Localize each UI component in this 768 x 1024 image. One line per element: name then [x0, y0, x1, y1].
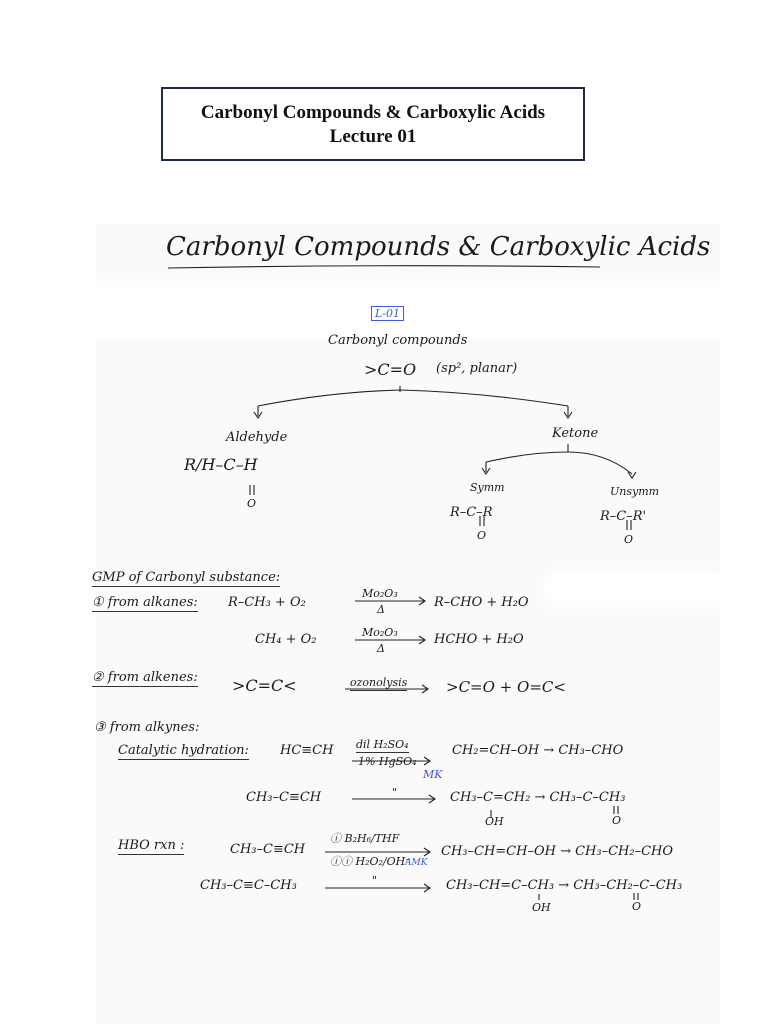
- symm-formula: R–C–R: [450, 505, 493, 520]
- lecture-tag: L-01: [371, 306, 404, 321]
- hbo-eq1-right: CH₃–CH=CH–OH → CH₃–CH₂–CHO: [441, 844, 674, 859]
- m2-condition: ozonolysis: [350, 676, 408, 689]
- hbo-condition1: ⓘ B₂H₆/THF: [330, 832, 400, 845]
- method1-label: ① from alkanes:: [92, 595, 198, 610]
- gmp-heading: GMP of Carbonyl substance:: [92, 570, 281, 585]
- aldehyde-formula: R/H–C–H: [184, 455, 258, 474]
- m1-eq2-heat: Δ: [377, 642, 385, 655]
- hbo-eq2-right: CH₃–CH=C–CH₃ → CH₃–CH₂–C–CH₃: [446, 878, 683, 893]
- m1-eq1-condition: Mo₂O₃: [362, 587, 398, 600]
- unsymm-formula: R–C–R': [600, 509, 647, 524]
- aldehyde-label: Aldehyde: [226, 430, 288, 445]
- m3-eq2-right: CH₃–C=CH₂ → CH₃–C–CH₃: [450, 790, 626, 805]
- m3-eq2-left: CH₃–C≡CH: [246, 790, 322, 805]
- smudge-mark: [60, 280, 750, 340]
- smudge-mark: [540, 570, 730, 610]
- hbo-condition2: ⓘⓘ H₂O₂/OH⁻: [330, 855, 412, 868]
- unsymm-label: Unsymm: [610, 485, 660, 498]
- method3-label: ③ from alkynes:: [94, 720, 200, 735]
- markovnikov-note: MK: [423, 768, 443, 781]
- hbo-eq2-hydroxyl: OH: [532, 901, 551, 914]
- hbo-label: HBO rxn :: [118, 838, 185, 853]
- m3-eq1-right: CH₂=CH–OH → CH₃–CHO: [452, 743, 624, 758]
- ketone-label: Ketone: [552, 426, 599, 441]
- aldehyde-oxygen: O: [247, 497, 257, 510]
- lecture-title-box: [161, 87, 585, 161]
- hbo-eq2-oxygen: O: [632, 900, 642, 913]
- m3-eq1-condition1: dil H₂SO₄: [356, 738, 409, 751]
- m1-eq1-heat: Δ: [377, 603, 385, 616]
- symm-oxygen: O: [477, 529, 487, 542]
- m1-eq2-right: HCHO + H₂O: [434, 632, 524, 647]
- m1-eq2-left: CH₄ + O₂: [255, 632, 317, 647]
- lecture-number: Lecture 01: [329, 126, 417, 147]
- m2-alkene: >C=C<: [232, 676, 297, 695]
- m3-eq1-condition2: 1% HgSO₄: [358, 755, 417, 768]
- m1-eq1-right: R–CHO + H₂O: [434, 595, 529, 610]
- unsymm-oxygen: O: [624, 533, 634, 546]
- anti-markovnikov-note: AMK: [405, 858, 428, 868]
- m3-eq2-hydroxyl: OH: [485, 815, 504, 828]
- hbo-eq2-left: CH₃–C≡C–CH₃: [200, 878, 297, 893]
- m1-eq2-condition: Mo₂O₃: [362, 626, 398, 639]
- hbo-eq1-left: CH₃–C≡CH: [230, 842, 306, 857]
- carbonyl-compounds-label: Carbonyl compounds: [328, 333, 468, 348]
- m3-eq1-left: HC≡CH: [280, 743, 334, 758]
- hbo-eq2-condition: ": [372, 874, 378, 887]
- catalytic-hydration-label: Catalytic hydration:: [118, 743, 249, 758]
- carbonyl-group: >C=O: [364, 360, 417, 379]
- carbonyl-note: (sp², planar): [436, 361, 518, 376]
- symm-label: Symm: [470, 481, 505, 494]
- m3-eq2-oxygen: O: [612, 814, 622, 827]
- lecture-title: Carbonyl Compounds & Carboxylic Acids: [200, 102, 546, 123]
- m2-products: >C=O + O=C<: [446, 678, 566, 696]
- method2-label: ② from alkenes:: [92, 670, 198, 685]
- notes-heading: Carbonyl Compounds & Carboxylic Acids: [166, 232, 711, 262]
- m3-eq2-condition: ": [392, 786, 398, 799]
- m1-eq1-left: R–CH₃ + O₂: [228, 595, 306, 610]
